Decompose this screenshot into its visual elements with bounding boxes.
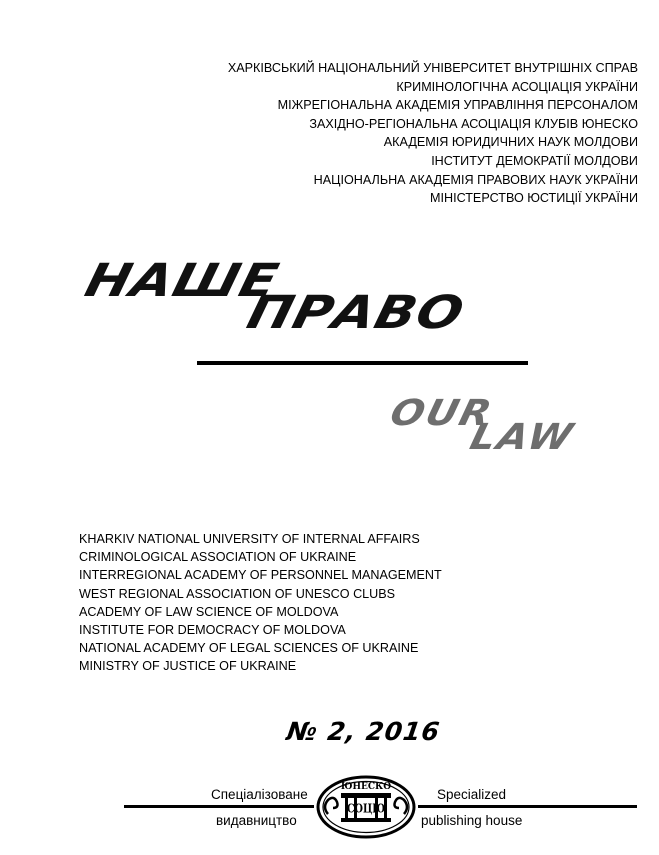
journal-title-ua-line1: НАШЕ bbox=[80, 254, 285, 307]
publisher-en-line2: publishing house bbox=[421, 813, 523, 828]
organization-ua: ХАРКІВСЬКИЙ НАЦІОНАЛЬНИЙ УНІВЕРСИТЕТ ВНУТРІШНІХ СПРАВ bbox=[227, 61, 638, 75]
organizations-en-list bbox=[79, 530, 442, 676]
logo-top-text: ЮНЕСКО bbox=[340, 782, 392, 792]
organization-ua: ЗАХІДНО-РЕГІОНАЛЬНА АСОЦІАЦІЯ КЛУБІВ ЮНЕСКО bbox=[309, 116, 638, 131]
organization-ua: НАЦІОНАЛЬНА АКАДЕМІЯ ПРАВОВИХ НАУК УКРАЇНИ bbox=[313, 172, 638, 187]
publisher-en-line1: Specialized bbox=[437, 787, 507, 802]
issue-number: № 2, 2016 bbox=[284, 717, 443, 746]
organization-ua: КРИМІНОЛОГІЧНА АСОЦІАЦІЯ УКРАЇНИ bbox=[396, 79, 638, 94]
publisher-logo-icon bbox=[314, 774, 418, 840]
journal-title-ua-line2: ПРАВО bbox=[242, 286, 470, 339]
organizations-ua-list bbox=[228, 59, 638, 208]
organization-en: WEST REGIONAL ASSOCIATION OF UNESCO CLUBS bbox=[79, 586, 396, 601]
organization-ua: МІЖРЕГІОНАЛЬНА АКАДЕМІЯ УПРАВЛІННЯ ПЕРСОНАЛОМ bbox=[277, 98, 638, 113]
journal-title-en-line2: LAW bbox=[466, 416, 579, 458]
organization-en: NATIONAL ACADEMY OF LEGAL SCIENCES OF UKRAINE bbox=[79, 641, 419, 656]
organization-en: KHARKIV NATIONAL UNIVERSITY OF INTERNAL AFFAIRS bbox=[79, 532, 420, 546]
organization-ua: ІНСТИТУТ ДЕМОКРАТІЇ МОЛДОВИ bbox=[431, 153, 638, 168]
organization-en: INTERREGIONAL ACADEMY OF PERSONNEL MANAGEMENT bbox=[79, 568, 442, 583]
publisher-ua-line1: Спеціалізоване bbox=[211, 787, 308, 802]
publisher-ua-line2: видавництво bbox=[216, 813, 297, 828]
organization-en: MINISTRY OF JUSTICE OF UKRAINE bbox=[79, 659, 297, 674]
organization-en: INSTITUTE FOR DEMOCRACY OF MOLDOVA bbox=[79, 623, 346, 638]
organization-ua: АКАДЕМІЯ ЮРИДИЧНИХ НАУК МОЛДОВИ bbox=[383, 135, 638, 150]
organization-en: CRIMINOLOGICAL ASSOCIATION OF UKRAINE bbox=[79, 550, 357, 565]
title-divider bbox=[197, 361, 528, 365]
logo-bottom-text: СОЦІО bbox=[347, 801, 385, 816]
journal-title-en-line1: OUR bbox=[386, 392, 498, 434]
organization-en: ACADEMY OF LAW SCIENCE OF MOLDOVA bbox=[79, 604, 339, 619]
organization-ua: МІНІСТЕРСТВО ЮСТИЦІЇ УКРАЇНИ bbox=[429, 191, 638, 206]
